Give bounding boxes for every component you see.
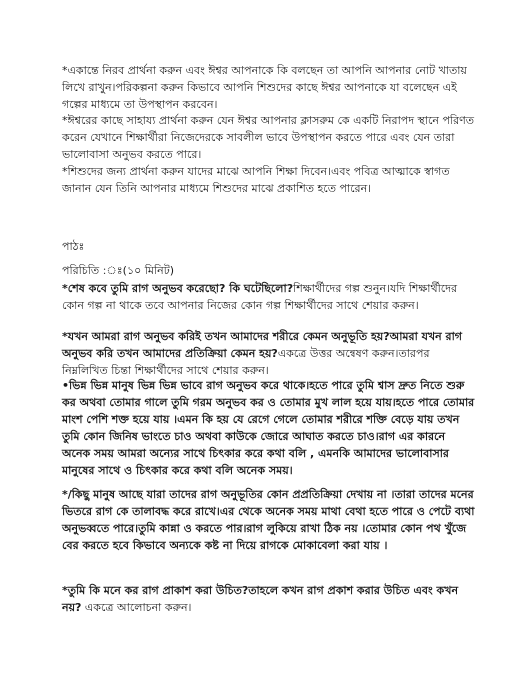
lesson-paragraph-3-text: •ভিন্ন ভিন্ন মানুষ ভিন্ন ভিন্ন ভাবে রাগ অনুভব করে থাকে।হতে পারে তুমি শ্বাস দ্রুত নিতে শুরু কর অথবা তোমার গালে তুমি গরম অনুভব কর ও তোমার মুখ লাল হয়ে যায়।হতে পারে তোমার মাংশ পেশি শক্ত হয়ে যায় ।এমন কি হয় যে রেগে গেলে তোমার শরীরে শক্তি বেড়ে যায় তখন তুমি কোন জিনিষ ভাংতে চাও অথবা কাউকে জোরে আঘাত করতে চাও।রাগ এর কারনে অনেক সময় আমরা অন্যের সাথে চিৎকার করে কথা বলি , এমনকি আমাদের ভালোবাসার মানুষের সাথে ও চিৎকার করে কথা বলি অনেক সময়। bbox=[62, 379, 475, 477]
closing-paragraph-question: *তুমি কি মনে কর রাগ প্রাকাশ করা উচিত?তাহলে কখন রাগ প্রকাশ করার উচিত এবং কখন নয়? bbox=[62, 584, 459, 614]
lesson-paragraph-1-question: *শেষ কবে তুমি রাগ অনুভব করেছো? কি ঘটেছিলো? bbox=[62, 282, 294, 295]
lesson-paragraph-4 bbox=[62, 486, 477, 554]
lesson-label: পাঠঃ bbox=[62, 240, 85, 253]
lesson-paragraph-2 bbox=[62, 328, 477, 379]
closing-paragraph-instruction: একত্রে আলোচনা করুন। bbox=[81, 601, 192, 614]
intro-paragraph-2: *ঈশ্বরের কাছে সাহায্য প্রার্থনা করুন যেন ঈশ্বর আপনার ক্লাসরুম কে একটি নিরাপদ স্থানে পরিণত করেন যেখানে শিক্ষার্থীরা নিজেদেরকে সাবলীল ভাবে উপস্থাপন করতে পারে এবং যেন তারা ভালোবাসা অনুভব করতে পারে। bbox=[62, 114, 475, 161]
closing-paragraph bbox=[62, 582, 477, 616]
lesson-paragraph-1 bbox=[62, 280, 477, 314]
lesson-paragraph-3 bbox=[62, 377, 477, 479]
lesson-paragraph-2-instruction: একত্রে উত্তর অন্বেষণ করুন।তারপর নিম্নলিখিত চিন্তা শিক্ষার্থীদের সাথে শেয়ার করুন। bbox=[62, 347, 430, 377]
lesson-paragraph-4-text: */কিছু মানুষ আছে যারা তাদের রাগ অনুভূতির কোন প্রপ্রতিক্রিয়া দেখায় না ।তারা তাদের মনের ভিতরে রাগ কে তালাবদ্ধ করে রাখে।এর থেকে অনেক সময় মাথা বেথা হতে পারে ও পেটে ব্যথা অনুভব্বতে পারে।তুমি কান্না ও করতে পার।রাগ লুকিয়ে রাখা ঠিক নয় ।তোমার কোন পথ খুঁজে বের করতে হবে কিভাবে অন্যকে কষ্ট না দিয়ে রাগকে মোকাবেলা করা যায় । bbox=[62, 488, 475, 552]
lesson-paragraph-1-instruction: শিক্ষার্থীদের গল্প শুনুন।যদি শিক্ষার্থীদের কোন গল্প না থাকে তবে আপনার নিজের কোন গল্প শিক্ষার্থীদের সাথে শেয়ার করুন। bbox=[62, 282, 457, 312]
intro-paragraph-3: *শিশুদের জন্য প্রার্থনা করুন যাদের মাঝে আপনি শিক্ষা দিবেন।এবং পবিত্র আত্মাকে স্বাগত জানান যেন তিনি আপনার মাধ্যমে শিশুদের মাঝে প্রকাশিত হতে পারেন। bbox=[62, 165, 450, 195]
lesson-paragraph-2-question: *যখন আমরা রাগ অনুভব করিই তখন আমাদের শরীরে কেমন অনুভূতি হয়?আমরা যখন রাগ অনুভব করি তখন আমাদের প্রতিক্রিয়া কেমন হয়? bbox=[62, 330, 463, 360]
intro-paragraph-1: *একান্তে নিরব প্রার্থনা করুন এবং ঈশ্বর আপনাকে কি বলছেন তা আপনি আপনার নোট খাতায় লিখে রাখুন।পরিকল্পনা করুন কিভাবে আপনি শিশুদের কাছে ঈশ্বর আপনাকে যা বলেছেন এই গল্পের মাধ্যমে তা উপস্থাপন করবেন। bbox=[62, 64, 467, 111]
intro-time-label: পরিচিতি :ঃ(১০ মিনিট) bbox=[62, 264, 175, 277]
